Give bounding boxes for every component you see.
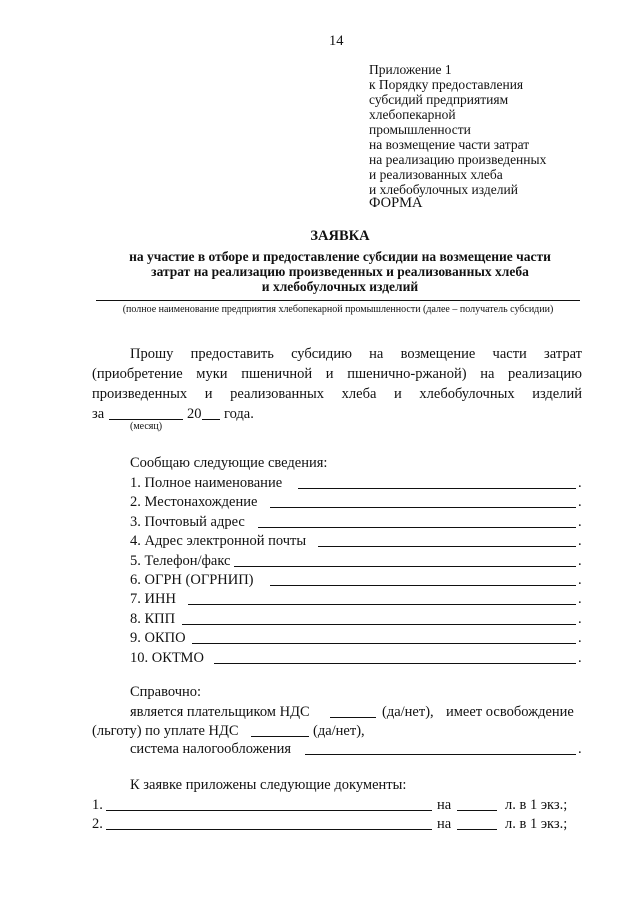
appendix-line: Приложение 1 xyxy=(369,62,452,77)
request-line: произведенных и реализованных хлеба и хлебобулочных изделий xyxy=(92,386,582,402)
attachment-num: 2. xyxy=(92,816,103,832)
benefit-field[interactable] xyxy=(251,736,309,737)
attachment-num: 1. xyxy=(92,797,103,813)
appendix-line: на возмещение части затрат xyxy=(369,137,530,152)
attachment-doc-field[interactable] xyxy=(106,829,432,830)
line-terminator: . xyxy=(578,610,582,627)
subtitle-line: и хлебобулочных изделий xyxy=(261,279,419,294)
attachment-pages-field[interactable] xyxy=(457,810,497,811)
page-number: 14 xyxy=(329,33,344,49)
info-item-label: 7. ИНН xyxy=(130,591,176,608)
vat-payer-field[interactable] xyxy=(330,717,376,718)
line-terminator: . xyxy=(578,591,582,608)
appendix-line: хлебопекарной xyxy=(369,107,456,122)
info-item-field[interactable] xyxy=(270,585,576,586)
info-item-field[interactable] xyxy=(192,643,576,644)
form-label: ФОРМА xyxy=(369,195,423,211)
info-item-label: 8. КПП xyxy=(130,610,176,627)
info-item-field[interactable] xyxy=(234,566,576,567)
info-item-label: 3. Почтовый адрес xyxy=(130,513,245,530)
exemption-label: имеет освобождение xyxy=(446,704,574,720)
za-label: за xyxy=(92,406,105,422)
line-terminator: . xyxy=(578,630,582,647)
tax-system-field[interactable] xyxy=(305,754,576,755)
line-terminator: . xyxy=(578,494,582,511)
info-item-label: 6. ОГРН (ОГРНИП) xyxy=(130,572,254,588)
appendix-line: промышленности xyxy=(369,122,471,137)
info-item-field[interactable] xyxy=(270,507,576,508)
info-item-label: 10. ОКТМО xyxy=(130,649,204,666)
benefit-label: (льготу) по уплате НДС xyxy=(92,723,239,739)
line-terminator: . xyxy=(578,513,582,530)
info-item-field[interactable] xyxy=(188,604,576,605)
info-item-field[interactable] xyxy=(258,527,576,528)
line-terminator: . xyxy=(578,741,582,757)
month-field[interactable] xyxy=(109,419,183,420)
info-item-field[interactable] xyxy=(182,624,576,625)
info-intro: Сообщаю следующие сведения: xyxy=(130,455,328,471)
benefit-yes-no: (да/нет), xyxy=(313,723,365,739)
applicant-name-field[interactable] xyxy=(96,300,580,301)
appendix-line: и реализованных хлеба xyxy=(369,167,503,182)
year-field[interactable] xyxy=(202,419,220,420)
year-prefix: 20 xyxy=(187,406,202,422)
attachment-doc-field[interactable] xyxy=(106,810,432,811)
tax-system-label: система налогообложения xyxy=(130,741,292,757)
info-item-label: 1. Полное наименование xyxy=(130,475,283,491)
appendix-line: и хлебобулочных изделий xyxy=(369,182,518,197)
subtitle-line: на участие в отборе и предоставление субсидии на возмещение части xyxy=(129,249,551,264)
applicant-caption: (полное наименование предприятия хлебопекарной промышленности (далее – получатель субсидии) xyxy=(122,304,554,315)
reference-heading: Справочно: xyxy=(130,684,202,700)
info-item-label: 4. Адрес электронной почты xyxy=(130,533,307,550)
line-terminator: . xyxy=(578,552,582,569)
appendix-block xyxy=(369,62,546,197)
info-item-field[interactable] xyxy=(298,488,576,489)
info-item-field[interactable] xyxy=(318,546,576,547)
attachment-na: на xyxy=(437,797,452,813)
attachment-suffix: л. в 1 экз.; xyxy=(505,797,568,813)
line-terminator: . xyxy=(578,572,582,588)
attachment-pages-field[interactable] xyxy=(457,829,497,830)
attachments-intro: К заявке приложены следующие документы: xyxy=(130,777,407,793)
line-terminator: . xyxy=(578,533,582,550)
appendix-line: субсидий предприятиям xyxy=(369,92,509,107)
document-title: ЗАЯВКА xyxy=(310,228,370,244)
document-subtitle xyxy=(90,249,590,294)
month-caption: (месяц) xyxy=(130,421,163,432)
info-item-label: 2. Местонахождение xyxy=(130,494,258,511)
subtitle-line: затрат на реализацию произведенных и реализованных хлеба xyxy=(151,264,529,279)
year-suffix: года. xyxy=(224,406,254,422)
info-item-label: 9. ОКПО xyxy=(130,630,186,647)
attachment-na: на xyxy=(437,816,452,832)
vat-yes-no: (да/нет), xyxy=(382,704,434,720)
line-terminator: . xyxy=(578,649,582,666)
info-item-label: 5. Телефон/факс xyxy=(130,552,231,569)
attachment-suffix: л. в 1 экз.; xyxy=(505,816,568,832)
appendix-line: к Порядку предоставления xyxy=(369,77,524,92)
request-line: (приобретение муки пшеничной и пшенично-ржаной) на реализацию xyxy=(92,366,582,382)
info-item-field[interactable] xyxy=(214,663,576,664)
request-line: Прошу предоставить субсидию на возмещение части затрат xyxy=(130,346,582,362)
vat-payer-label: является плательщиком НДС xyxy=(130,704,310,720)
appendix-line: на реализацию произведенных xyxy=(369,152,547,167)
line-terminator: . xyxy=(578,475,582,491)
